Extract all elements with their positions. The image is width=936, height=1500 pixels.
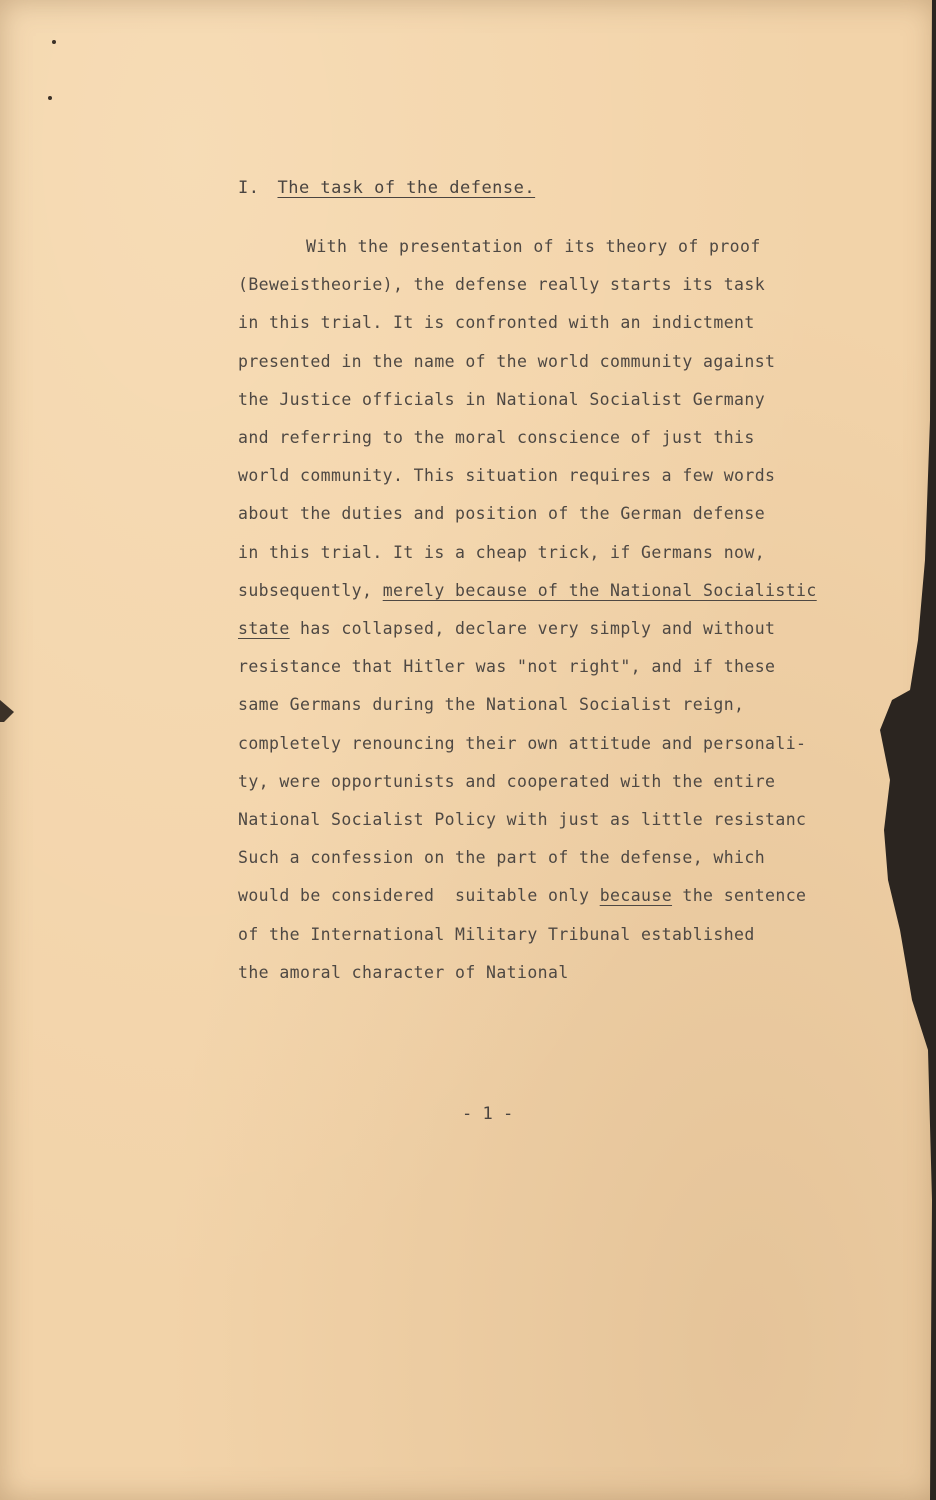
line-text: Such a confession on the part of the defense, which xyxy=(238,848,766,868)
line-text: With the presentation of its theory of proof xyxy=(306,237,761,256)
text-line xyxy=(238,352,775,371)
text-line xyxy=(238,886,806,905)
text-line xyxy=(238,657,775,676)
heading-title: The task of the defense. xyxy=(277,178,536,198)
text-line xyxy=(238,772,775,791)
text-line xyxy=(238,275,765,294)
line-text: and referring to the moral conscience of just this xyxy=(238,428,755,447)
line-text: in this trial. It is confronted with an indictment xyxy=(238,313,755,333)
text-line xyxy=(306,237,761,256)
line-text: (Beweistheorie), the defense really starts its task xyxy=(238,275,766,295)
line-text: in this trial. It is a cheap trick, if Germans now, xyxy=(238,542,766,562)
text-line xyxy=(238,695,744,714)
speck-mark xyxy=(48,96,52,100)
line-text: presented in the name of the world community against xyxy=(238,351,776,371)
text-line xyxy=(238,504,765,523)
underlined-text: because xyxy=(599,886,673,906)
line-text: has collapsed, declare very simply and without xyxy=(289,619,776,638)
line-text: world community. This situation requires a few words xyxy=(238,466,776,486)
page-number: - 1 - xyxy=(462,1104,514,1124)
section-heading xyxy=(238,178,535,198)
underlined-text: merely because of the National Socialistic xyxy=(382,580,817,600)
text-line xyxy=(238,390,765,409)
line-text: about the duties and position of the German defense xyxy=(238,504,766,524)
line-text: completely renouncing their own attitude and personali- xyxy=(238,733,807,753)
line-text: the sentence xyxy=(672,886,807,906)
line-text: National Socialist Policy with just as little resistanc xyxy=(238,810,807,829)
text-line xyxy=(238,925,755,944)
line-text: ty, were opportunists and cooperated with the entire xyxy=(238,771,776,791)
line-text: the amoral character of National xyxy=(238,962,569,982)
line-text: of the International Military Tribunal established xyxy=(238,924,755,944)
speck-mark xyxy=(52,40,56,44)
text-line xyxy=(238,428,755,447)
text-line xyxy=(238,810,806,829)
line-text: subsequently, xyxy=(238,580,383,600)
text-line xyxy=(238,734,806,753)
text-line xyxy=(238,581,817,600)
line-text: resistance that Hitler was "not right", and if these xyxy=(238,657,776,677)
line-text: same Germans during the National Socialist reign, xyxy=(238,695,745,715)
text-line xyxy=(238,619,775,638)
text-line xyxy=(238,848,765,867)
text-line xyxy=(238,313,755,332)
text-line xyxy=(238,543,765,562)
line-text: would be considered suitable only xyxy=(238,886,600,906)
heading-number: I. xyxy=(238,178,260,198)
text-line xyxy=(238,466,775,485)
line-text: the Justice officials in National Socialist Germany xyxy=(238,389,766,409)
text-line xyxy=(238,963,569,982)
underlined-text: state xyxy=(238,619,290,638)
